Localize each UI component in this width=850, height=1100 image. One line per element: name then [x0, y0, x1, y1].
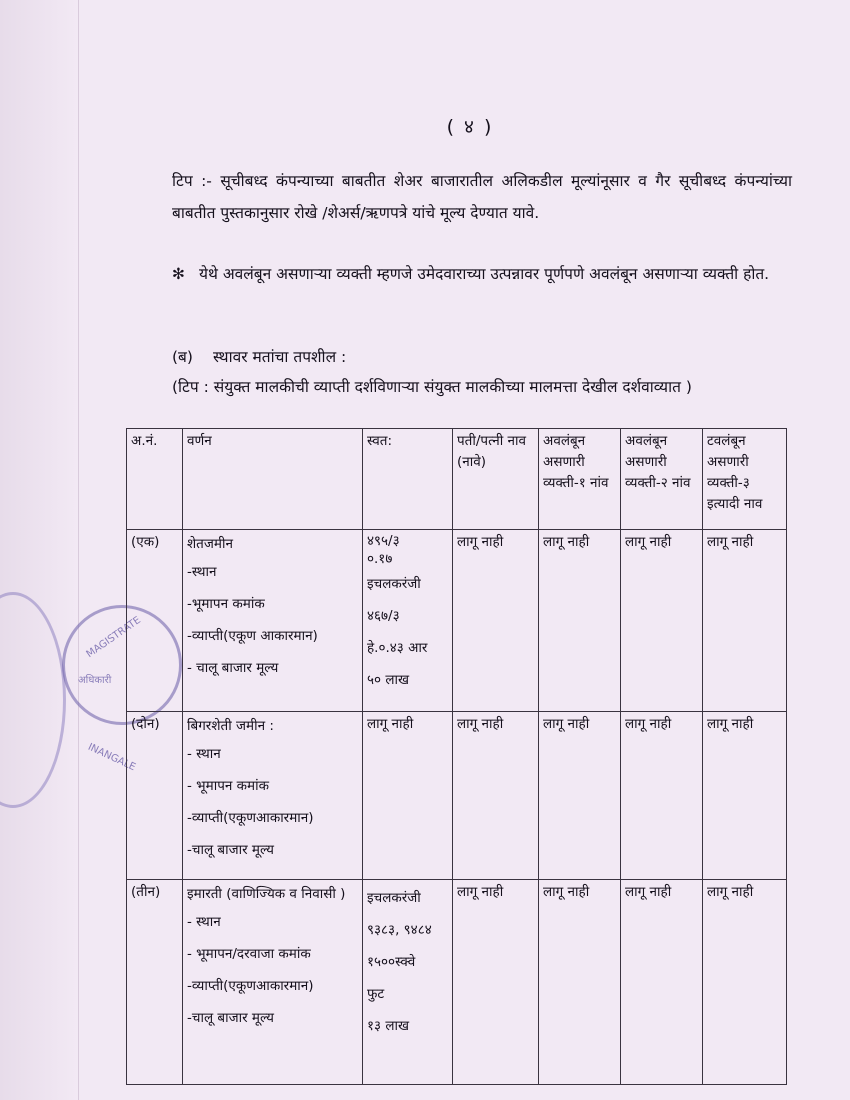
section-note: (टिप : संयुक्त मालकीची व्याप्ती दर्शविणाऱ्या संयुक्त मालकीच्या मालमत्ता देखील दर्शवाव्यात )	[172, 378, 692, 396]
stamp-text-2: अधिकारी	[78, 675, 112, 686]
row-dependent-3-value: लागू नाही	[703, 530, 787, 712]
header-spouse: पती/पत्नी नाव (नावे)	[453, 429, 539, 530]
section-title	[172, 341, 772, 373]
row-number: (तीन)	[127, 880, 183, 1085]
row-self-value: इचलकरंजी ९३८३, ९४८४ १५००स्क्वे फुट १३ लाख	[363, 880, 453, 1085]
row-number: (एक)	[127, 530, 183, 712]
stamp-text-3: INANGALE	[86, 741, 138, 774]
table-row	[127, 530, 787, 712]
row-description: इमारती (वाणिज्यिक व निवासी ) - स्थान - भूमापन/दरवाजा कमांक -व्याप्ती(एकूणआकारमान) -चालू बाजार मूल्य	[183, 880, 363, 1085]
page-binding-edge	[0, 0, 79, 1100]
header-dependent-1: अवलंबून असणारी व्यक्ती-१ नांव	[539, 429, 621, 530]
table-header-row	[127, 429, 787, 530]
row-description: शेतजमीन -स्थान -भूमापन कमांक -व्याप्ती(एकूण आकारमान) - चालू बाजार मूल्य	[183, 530, 363, 712]
row-self-value: लागू नाही	[363, 712, 453, 880]
asterisk-icon: ✻	[172, 265, 185, 283]
row-dependent-3-value: लागू नाही	[703, 712, 787, 880]
header-description: वर्णन	[183, 429, 363, 530]
row-description: बिगरशेती जमीन : - स्थान - भूमापन कमांक -व्याप्ती(एकूणआकारमान) -चालू बाजार मूल्य	[183, 712, 363, 880]
dependents-paragraph	[172, 258, 792, 290]
section-label: (ब)	[172, 348, 193, 366]
dependents-text: येथे अवलंबून असणाऱ्या व्यक्ती म्हणजे उमेदवाराच्या उत्पन्नावर पूर्णपणे अवलंबून असणाऱ्या व्यक्ती होत.	[199, 265, 770, 283]
row-self-value: ४९५/३ ०.१७ इचलकरंजी ४६७/३ हे.०.४३ आर ५० लाख	[363, 530, 453, 712]
header-serial: अ.नं.	[127, 429, 183, 530]
row-spouse-value: लागू नाही	[453, 712, 539, 880]
row-dependent-1-value: लागू नाही	[539, 712, 621, 880]
immovable-assets-table	[126, 428, 787, 1085]
row-spouse-value: लागू नाही	[453, 530, 539, 712]
row-number: (दोन)	[127, 712, 183, 880]
stamp-text-1: MAGISTRATE	[84, 614, 143, 661]
row-spouse-value: लागू नाही	[453, 880, 539, 1085]
row-dependent-1-value: लागू नाही	[539, 880, 621, 1085]
section-title-text: स्थावर मतांचा तपशील :	[212, 348, 347, 366]
row-dependent-2-value: लागू नाही	[621, 530, 703, 712]
row-dependent-2-value: लागू नाही	[621, 880, 703, 1085]
header-dependent-3: टवलंबून असणारी व्यक्ती-३ इत्यादी नाव	[703, 429, 787, 530]
header-self: स्वत:	[363, 429, 453, 530]
row-dependent-2-value: लागू नाही	[621, 712, 703, 880]
table-row	[127, 880, 787, 1085]
header-dependent-2: अवलंबून असणारी व्यक्ती-२ नांव	[621, 429, 703, 530]
page-number: ( ४ )	[446, 116, 494, 138]
row-dependent-1-value: लागू नाही	[539, 530, 621, 712]
row-dependent-3-value: लागू नाही	[703, 880, 787, 1085]
note-paragraph: टिप :- सूचीबध्द कंपन्याच्या बाबतीत शेअर बाजारातील अलिकडील मूल्यांनूसार व गैर सूचीबध्द कंपन्यांच्या बाबतीत पुस्तकानुसार रोखे /शेअर्स/ऋणपत्रे यांचे मूल्य देण्यात यावे.	[172, 172, 792, 222]
table-row	[127, 712, 787, 880]
